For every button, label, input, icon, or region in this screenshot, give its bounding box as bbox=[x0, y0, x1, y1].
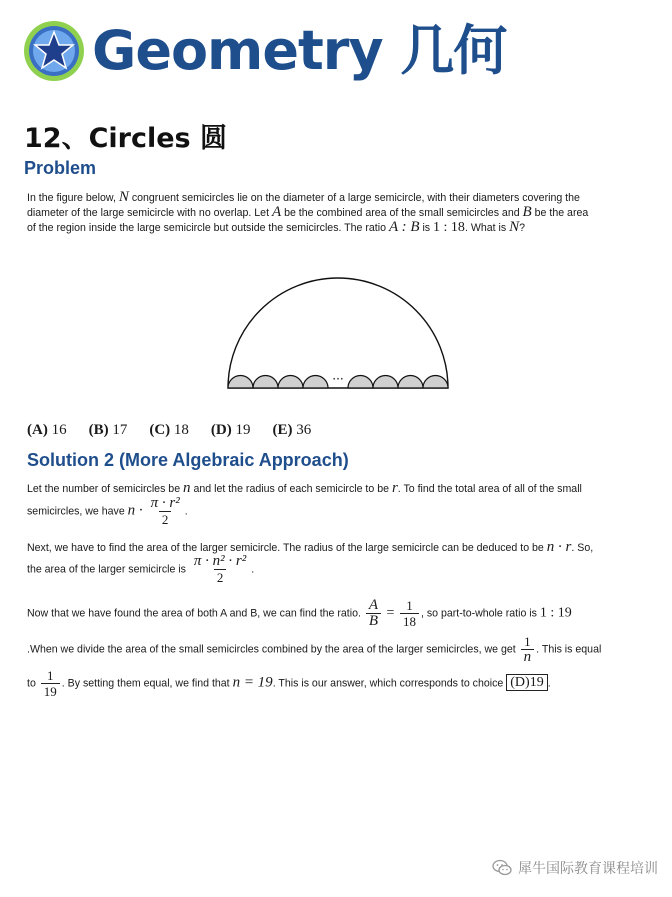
solution-p4-line2: to $\frac{1}{19}$ . By setting them equal, we find that n = 19. This is our answer, which corresponds to choice (D)19 . bbox=[27, 668, 551, 699]
answer-choices bbox=[27, 422, 333, 439]
solution-p4-line1: .When we divide the area of the small semicircles combined by the area of the larger semicircles, we get $\frac{1}{n}$ . This is equal bbox=[27, 634, 602, 665]
section-title: 12、Circles 圆 bbox=[24, 123, 228, 154]
problem-heading: Problem bbox=[24, 158, 97, 178]
fraction: $\frac{1}{n}$ bbox=[521, 634, 535, 665]
brand-title: Geometry 几何 bbox=[92, 19, 507, 82]
figure-ellipsis: ··· bbox=[332, 372, 344, 386]
problem-line-2: diameter of the large semicircle with no overlap. Let A be the combined area of the small semicircles and B be the area bbox=[27, 204, 589, 220]
solution-p3-line1: Now that we have found the area of both A and B, we can find the ratio. $\frac{A}{B}$ = $\frac{1}{18}$ , so part-to-whole ratio is 1 : 19 bbox=[27, 597, 572, 629]
choice-e: (E) 36 bbox=[272, 422, 312, 438]
solution-p1-line1: Let the number of semicircles be n and let the radius of each semicircle to be r. To find the total area of all of the small bbox=[27, 480, 582, 496]
answer-box: (D)19 bbox=[506, 674, 547, 691]
problem-text bbox=[27, 190, 652, 235]
solution-p1-line2: semicircles, we have n · $\frac{\text{π · r²}}{2}$ . bbox=[27, 495, 188, 527]
choice-d: (D) 19 bbox=[210, 422, 251, 438]
problem-line-3: of the region inside the large semicircle but outside the semicircles. The ratio A : B is 1 : 18. What is N? bbox=[27, 219, 526, 235]
choice-c: (C) 18 bbox=[149, 422, 189, 438]
choice-b: (B) 17 bbox=[88, 422, 128, 438]
fraction: $\frac{\text{π · n² · r²}}{2}$ bbox=[193, 553, 247, 585]
wechat-icon bbox=[492, 859, 512, 877]
solution-p2-line1: Next, we have to find the area of the larger semicircle. The radius of the large semicircle can be deduced to be n · r. So, bbox=[27, 539, 594, 555]
watermark-text: 犀牛国际教育课程培训 bbox=[518, 860, 658, 876]
semicircle-figure bbox=[222, 270, 454, 392]
fraction: $\frac{1}{19}$ bbox=[41, 668, 60, 699]
choice-a: (A) 16 bbox=[27, 422, 67, 438]
page-header bbox=[22, 18, 506, 84]
solution-p2-line2: the area of the larger semicircle is $\frac{\text{π · n² · r²}}{2}$ . bbox=[27, 553, 255, 585]
fraction: $\frac{A}{B}$ bbox=[366, 598, 381, 629]
star-badge-icon bbox=[22, 19, 86, 83]
solution-heading: Solution 2 (More Algebraic Approach) bbox=[27, 450, 349, 470]
watermark bbox=[492, 858, 658, 878]
problem-line-1: In the figure below, N congruent semicircles lie on the diameter of a large semicircle, with their diameters covering the bbox=[27, 189, 580, 205]
fraction: $\frac{\text{π · r²}}{2}$ bbox=[150, 495, 180, 527]
fraction: $\frac{1}{18}$ bbox=[400, 598, 419, 629]
